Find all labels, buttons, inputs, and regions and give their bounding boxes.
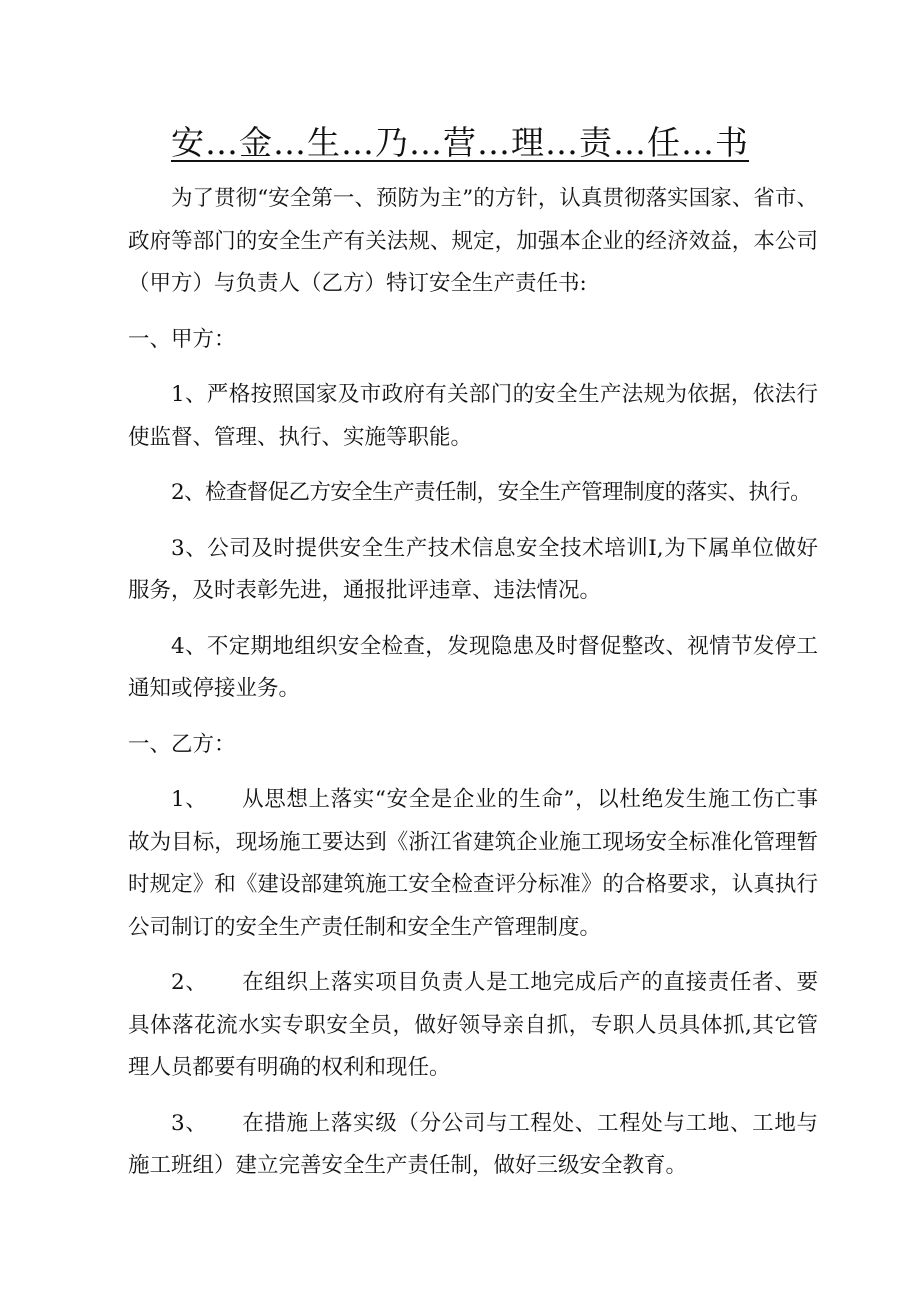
party-b-item-3-number: 3、	[171, 1110, 208, 1136]
party-a-item-1: 1、严格按照国家及市政府有关部门的安全生产法规为依据，依法行使监督、管理、执行、实施等职能。	[128, 382, 818, 450]
party-a-item-2: 2、检查督促乙方安全生产责任制，安全生产管理制度的落实、执行。	[171, 480, 812, 505]
party-b-item-3	[128, 1103, 818, 1188]
document-title	[0, 118, 920, 168]
party-b-item-1-text: 从思想上落实“安全是企业的生命”，以杜绝发生施工伤亡事故为目标，现场施工要达到《浙江省建筑企业施工现场安全标准化管理暂时规定》和《建设部建筑施工安全检查评分标准》的合格要求，认真执行公司制订的安全生产责任制和安全生产管理制度。	[128, 787, 818, 940]
party-b-item-2-number: 2、	[171, 970, 208, 995]
party-a-heading: 一、甲方：	[128, 326, 236, 352]
document-title-text: 安…金…生…乃…营…理…责…任…书	[171, 123, 749, 162]
party-b-item-2	[128, 962, 818, 1090]
document-body	[128, 178, 818, 1201]
party-b-item-2-text: 在组织上落实项目负责人是工地完成后产的直接责任者、要具体落花流水实专职安全员，做好领导亲自抓，专职人员具体抓,其它管理人员都要有明确的权利和现任。	[128, 970, 818, 1080]
party-b-item-1	[128, 779, 818, 949]
party-a-item-4: 4、不定期地组织安全检查，发现隐患及时督促整改、视情节发停工通知或停接业务。	[128, 633, 818, 701]
party-b-item-1-number: 1、	[171, 787, 208, 812]
party-b-item-3-text: 在措施上落实级（分公司与工程处、工程处与工地、工地与施工班组）建立完善安全生产责任制，做好三级安全教育。	[128, 1110, 818, 1178]
party-a-item-3: 3、公司及时提供安全生产技术信息安全技术培训I,为下属单位做好服务，及时表彰先进，通报批评违章、违法情况。	[128, 535, 818, 603]
intro-paragraph: 为了贯彻“安全第一、预防为主”的方针，认真贯彻落实国家、省市、政府等部门的安全生产有关法规、规定，加强本企业的经济效益，本公司（甲方）与负责人（乙方）特订安全生产责任书:	[128, 186, 818, 296]
party-b-heading: 一、乙方：	[128, 731, 236, 757]
